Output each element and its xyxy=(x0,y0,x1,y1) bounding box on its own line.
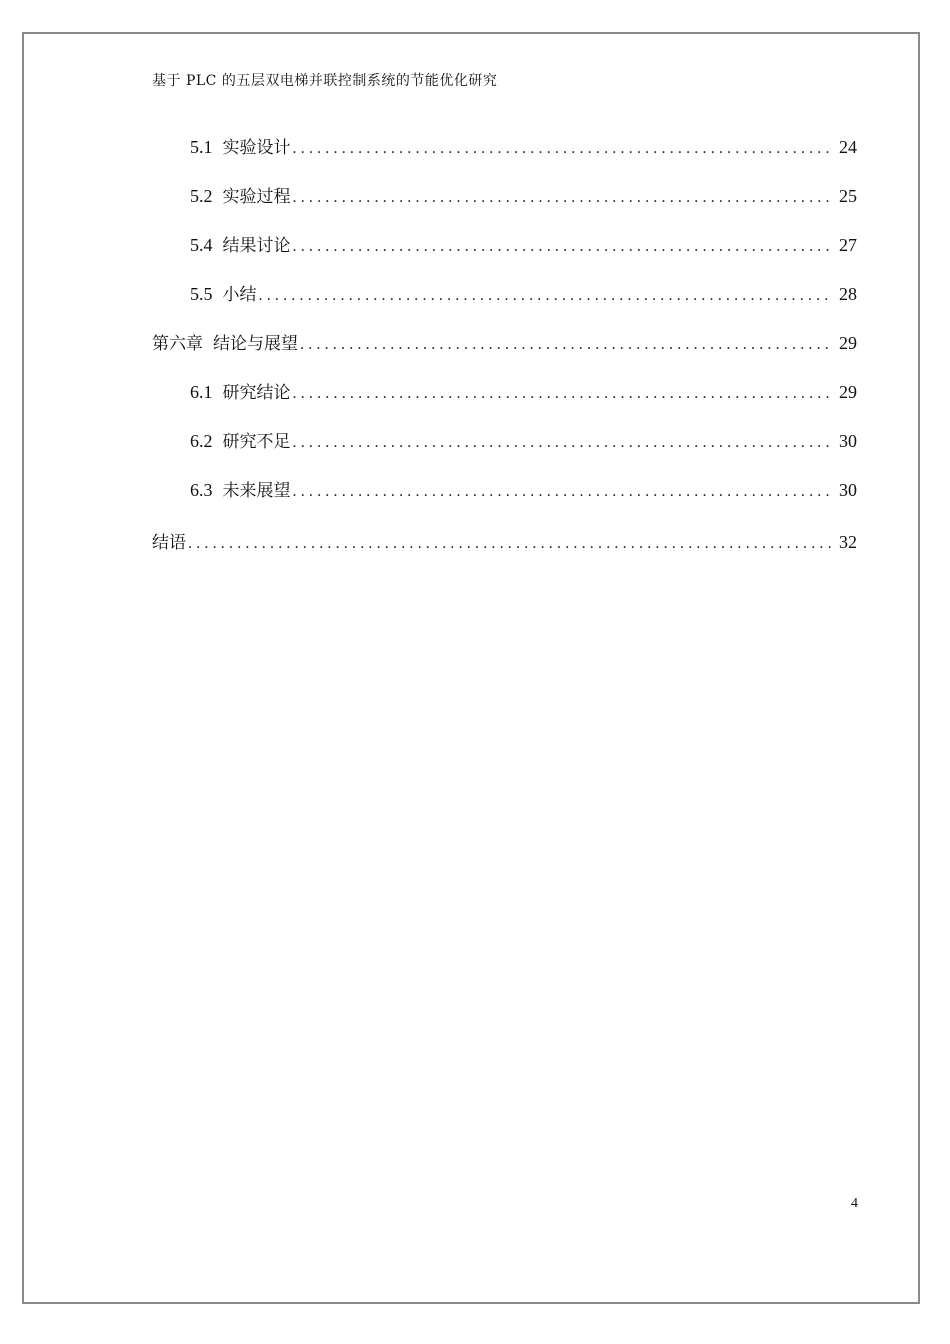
dot-leader xyxy=(293,238,834,256)
toc-entry-page: 24 xyxy=(839,137,857,157)
toc-entry-number: 5.1 xyxy=(190,137,213,157)
toc-entry-page: 32 xyxy=(839,532,857,552)
toc-entry-page: 27 xyxy=(839,235,857,255)
toc-entry-title: 研究结论 xyxy=(222,383,291,403)
table-of-contents xyxy=(152,133,857,577)
toc-entry-number: 6.3 xyxy=(190,480,213,500)
dot-leader xyxy=(259,287,834,305)
toc-entry-page: 30 xyxy=(839,431,857,451)
toc-entry-page: 30 xyxy=(839,480,857,500)
toc-entry-title: 研究不足 xyxy=(222,432,291,452)
toc-entry-number: 5.5 xyxy=(190,284,213,304)
page-number: 4 xyxy=(851,1196,858,1211)
toc-entry-page: 29 xyxy=(839,382,857,402)
toc-entry-title: 结果讨论 xyxy=(222,236,291,256)
toc-entry-number: 5.4 xyxy=(190,235,213,255)
toc-entry-title: 结语 xyxy=(152,533,186,553)
toc-entry-5-4[interactable] xyxy=(152,231,857,280)
toc-entry-title: 实验过程 xyxy=(222,187,291,207)
dot-leader xyxy=(293,385,834,403)
dot-leader xyxy=(188,535,833,553)
toc-entry-6-3[interactable] xyxy=(152,476,857,525)
toc-entry-number: 第六章 xyxy=(152,334,203,354)
toc-entry-conclusion[interactable] xyxy=(152,528,857,577)
toc-entry-number: 6.1 xyxy=(190,382,213,402)
toc-entry-page: 25 xyxy=(839,186,857,206)
toc-entry-5-1[interactable] xyxy=(152,133,857,182)
toc-entry-number: 6.2 xyxy=(190,431,213,451)
toc-entry-title: 未来展望 xyxy=(222,481,291,501)
running-header: 基于 PLC 的五层双电梯并联控制系统的节能优化研究 xyxy=(152,73,498,89)
toc-entry-title: 结论与展望 xyxy=(213,334,298,354)
toc-entry-page: 28 xyxy=(839,284,857,304)
dot-leader xyxy=(300,336,833,354)
toc-entry-6-1[interactable] xyxy=(152,378,857,427)
dot-leader xyxy=(293,434,834,452)
toc-entry-title: 小结 xyxy=(222,285,257,305)
toc-entry-page: 29 xyxy=(839,333,857,353)
dot-leader xyxy=(293,189,834,207)
toc-entry-number: 5.2 xyxy=(190,186,213,206)
toc-entry-title: 实验设计 xyxy=(222,138,291,158)
dot-leader xyxy=(293,483,834,501)
toc-entry-5-2[interactable] xyxy=(152,182,857,231)
toc-entry-6-2[interactable] xyxy=(152,427,857,476)
toc-entry-5-5[interactable] xyxy=(152,280,857,329)
toc-entry-chapter-6[interactable] xyxy=(152,329,857,378)
dot-leader xyxy=(293,140,834,158)
